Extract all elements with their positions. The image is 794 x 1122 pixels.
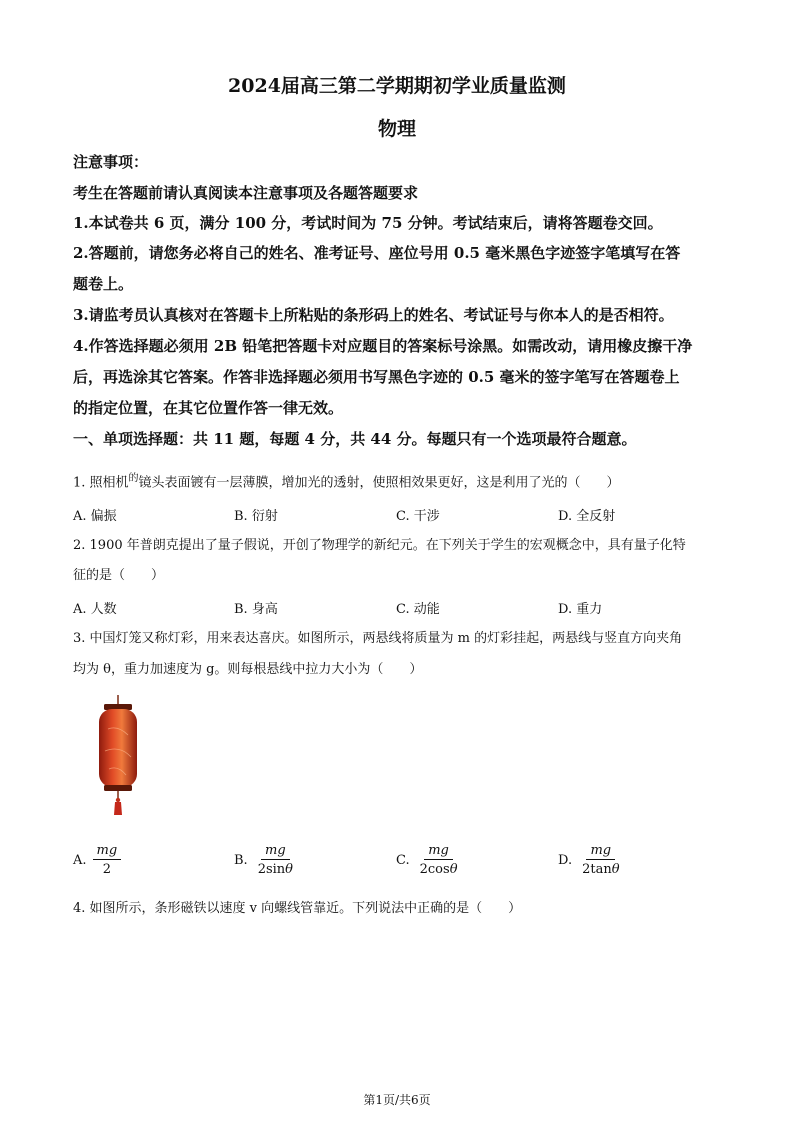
- question-3-option-c: [396, 843, 462, 877]
- question-3-option-c-den-var: θ: [449, 862, 458, 877]
- question-2-stem-line-1: 2. 1900 年普朗克提出了量子假说，开创了物理学的新纪元。在下列关于学生的宏观概念中，具有量子化特: [73, 538, 686, 553]
- section-1-heading: 一、单项选择题：共 11 题，每题 4 分，共 44 分。每题只有一个选项最符合题意。: [73, 430, 637, 448]
- question-3-option-a: [73, 843, 121, 877]
- question-1-option-c: C. 干涉: [396, 509, 440, 524]
- lantern-illustration: [90, 695, 146, 820]
- notes-line-2a: 2.答题前，请您务必将自己的姓名、准考证号、座位号用 0.5 毫米黑色字迹签字笔填写在答: [73, 244, 681, 262]
- question-3-option-a-denominator: 2: [102, 862, 111, 877]
- question-3-option-d: [558, 843, 624, 877]
- notes-line-4a: 4.作答选择题必须用 2B 铅笔把答题卡对应题目的答案标号涂黑。如需改动，请用橡皮擦干净: [73, 337, 693, 355]
- question-3-option-c-label: C.: [396, 852, 410, 868]
- question-2-option-a: A. 人数: [73, 602, 117, 617]
- question-1-stem-superscript: 的: [128, 473, 139, 484]
- notes-intro: 考生在答题前请认真阅读本注意事项及各题答题要求: [73, 184, 419, 202]
- question-1-option-a: A. 偏振: [73, 509, 117, 524]
- question-3-option-d-fraction: [578, 843, 623, 877]
- question-1-option-d: D. 全反射: [558, 509, 616, 524]
- page-number: 第1页/共6页: [363, 1093, 431, 1107]
- question-3-option-d-den-func: 2tan: [582, 862, 612, 877]
- question-3-option-c-den-func: 2cos: [419, 862, 450, 877]
- question-3-option-a-label: A.: [73, 852, 87, 868]
- question-3-stem-line-1: 3. 中国灯笼又称灯彩，用来表达喜庆。如图所示，两悬线将质量为 m 的灯彩挂起，两悬线与竖直方向夹角: [73, 631, 683, 646]
- question-2-option-b: B. 身高: [234, 602, 278, 617]
- notes-line-4b: 后，再选涂其它答案。作答非选择题必须用书写黑色字迹的 0.5 毫米的签字笔写在答题卷上: [73, 368, 680, 386]
- question-3-option-d-numerator: mg: [586, 843, 615, 860]
- question-3-option-a-fraction: [93, 843, 122, 877]
- exam-title: 2024届高三第二学期期初学业质量监测: [228, 75, 566, 97]
- question-3-option-b-den-func: 2sin: [257, 862, 286, 877]
- question-3-option-b-fraction: [254, 843, 297, 877]
- question-1-option-b: B. 衍射: [234, 509, 278, 524]
- question-3-option-b-label: B.: [234, 852, 248, 868]
- notes-line-1: 1.本试卷共 6 页，满分 100 分，考试时间为 75 分钟。考试结束后，请将答题卷交回。: [73, 214, 663, 232]
- question-3-option-c-fraction: [416, 843, 462, 877]
- question-3-option-b-denominator: [254, 860, 297, 877]
- notes-heading: 注意事项：: [73, 153, 149, 171]
- question-3-option-d-den-var: θ: [611, 862, 620, 877]
- subject-title: 物理: [377, 118, 416, 140]
- question-3-option-d-denominator: [578, 860, 623, 877]
- question-3-option-c-denominator: [416, 860, 462, 877]
- question-3-option-a-numerator: mg: [93, 843, 122, 860]
- question-3-option-b: [234, 843, 297, 877]
- question-1-stem-part-b: 镜头表面镀有一层薄膜，增加光的透射，使照相效果更好，这是利用了光的（ ）: [138, 475, 620, 491]
- question-1-stem: [73, 470, 620, 492]
- question-4-stem: 4. 如图所示，条形磁铁以速度 v 向螺线管靠近。下列说法中正确的是（ ）: [73, 901, 522, 916]
- question-3-option-d-label: D.: [558, 852, 573, 868]
- question-3-option-c-numerator: mg: [424, 843, 453, 860]
- question-1-stem-part-a: 1. 照相机: [73, 475, 129, 491]
- question-2-stem-line-2: 征的是（ ）: [73, 568, 165, 583]
- question-3-stem-line-2: 均为 θ，重力加速度为 g。则每根悬线中拉力大小为（ ）: [73, 662, 423, 677]
- question-3-option-b-den-var: θ: [285, 862, 293, 877]
- question-3-option-b-numerator: mg: [261, 843, 290, 860]
- question-2-option-c: C. 动能: [396, 602, 440, 617]
- notes-line-3: 3.请监考员认真核对在答题卡上所粘贴的条形码上的姓名、考试证号与你本人的是否相符。: [73, 306, 674, 324]
- notes-line-4c: 的指定位置，在其它位置作答一律无效。: [73, 399, 344, 417]
- question-2-option-d: D. 重力: [558, 602, 603, 617]
- notes-line-2b: 题卷上。: [73, 275, 134, 293]
